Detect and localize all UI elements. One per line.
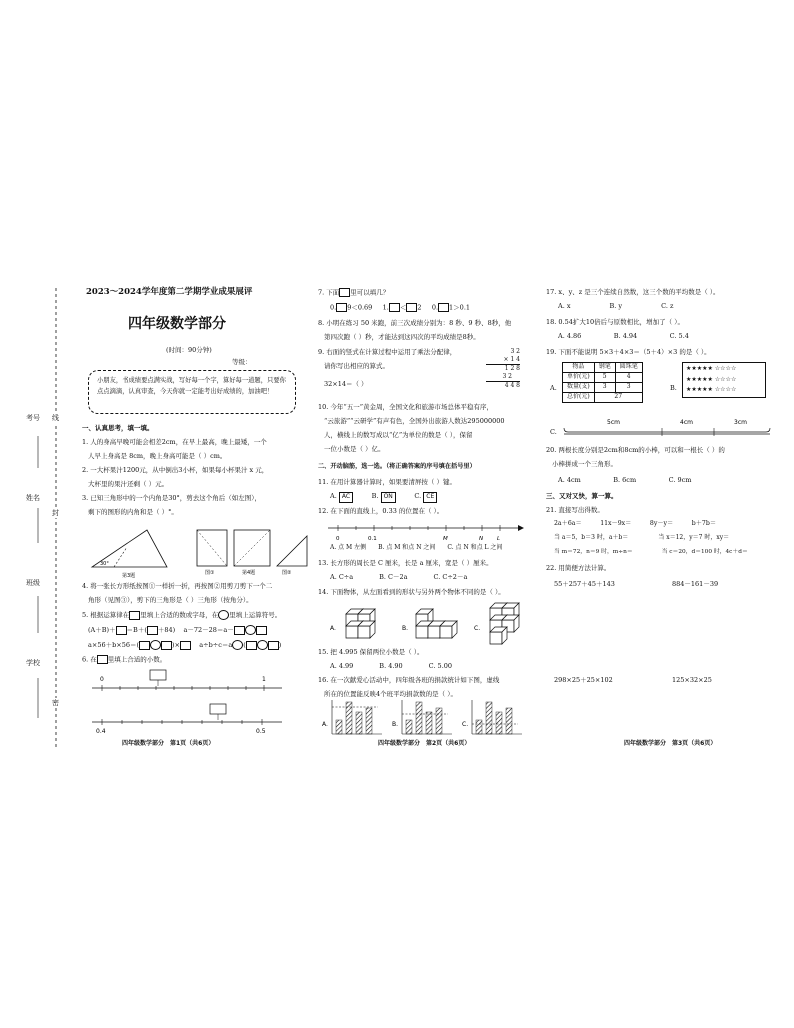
q16-b-bar-1: [406, 720, 412, 734]
name-label: 姓名: [26, 494, 40, 502]
q21-row2: 当 a＝5，b＝3 时，a＋b＝ 当 x＝12，y＝7 时，xy＝: [554, 534, 730, 541]
answer-box[interactable]: [129, 611, 140, 620]
q15-text: 15. 把 4.995 保留两位小数是（ ）。: [318, 648, 424, 656]
answer-box[interactable]: [389, 303, 400, 312]
q14-label-a: A.: [330, 625, 336, 632]
q18-text: 18. 0.54扩大10倍后与原数相比，增加了（ ）。: [546, 318, 684, 326]
q5-b2: ＝B＋(: [126, 626, 147, 634]
subject-title: 四年级数学部分: [128, 316, 226, 332]
q10-line3: 人，横线上的数写成以“亿”为单位的数是（ ），保留: [324, 431, 473, 439]
q6-a: 6. 在: [82, 655, 97, 664]
q19-label-c: C.: [550, 428, 557, 436]
key-ac-button: AC: [339, 492, 353, 503]
q3-angle-label: 30°: [100, 561, 109, 567]
q2-line1: 2. 一大杯果汁1200元，从中倒出3小杯，如果每小杯果汁 x 元，: [82, 466, 269, 474]
q6-label-1: 1: [262, 676, 266, 683]
tbl-header-pen: 钢笔: [594, 363, 615, 373]
notice-box: [88, 370, 296, 414]
q14-text: 14. 下面物体，从左面看到的形状与另外两个物体不同的是（ ）。: [318, 588, 505, 596]
q6-label-04: 0.4: [96, 728, 106, 735]
q5-intro: [82, 610, 281, 620]
q5-row2: a×56＋b×56＝( )× a÷b÷c＝a ( ): [88, 641, 282, 649]
q14-cube-figures: [318, 600, 538, 646]
calc-row-2: × 1 4: [486, 356, 520, 365]
q5-b3: ＋84): [157, 626, 176, 634]
q5-e: a÷b÷c＝a: [199, 641, 233, 649]
page-2-footer: 四年级数学部分 第2页（共6页）: [378, 740, 471, 747]
q4-fig1-label: 图①: [205, 570, 215, 576]
q16-chart-c: [472, 700, 522, 734]
section-1-title: 一、认真思考，填一填。: [82, 424, 154, 432]
q5-row1: [88, 625, 267, 635]
q12-point-m: M: [443, 536, 448, 542]
q16-c-bar-4: [506, 708, 512, 734]
q12-point-n: N: [479, 536, 484, 542]
q20-line1: 20. 两根长度分别是2cm和8cm的小棒，可以和一根长（ ）的: [546, 446, 725, 454]
q14-label-c: C.: [474, 625, 481, 632]
q7-e1: 0.: [431, 303, 439, 312]
q5-text-c: 里填上运算符号。: [229, 611, 282, 619]
answer-box[interactable]: [116, 626, 127, 635]
q3-line2: 剩下的图形的内角和是（ ）°。: [88, 508, 178, 516]
q10-line1: 10. 今年“五一”黄金周，全国文化和旅游市场总体平稳有序，: [318, 403, 494, 411]
q21-row1: 2a＋6a＝ 11x－9x＝ 8y－y＝ b＋7b＝: [554, 520, 717, 527]
q6-answer-box-2: [210, 704, 226, 714]
tbl-header-item: 物品: [563, 363, 595, 373]
q16-line2: 所在的位置能反映4个班平均捐款数的是（ ）。: [324, 690, 457, 698]
q16-c-bar-3: [496, 712, 502, 734]
answer-box[interactable]: [256, 626, 267, 635]
q22-expr-d: 125×32×25: [672, 676, 712, 684]
answer-circle[interactable]: [245, 625, 256, 635]
q10-line4: 一位小数是（ ）亿。: [324, 445, 385, 453]
q6-label-05: 0.5: [256, 728, 266, 735]
answer-circle[interactable]: [150, 640, 161, 650]
q18-options: A. 4.86 B. 4.94 C. 5.4: [558, 332, 689, 340]
q5-d2: )×: [172, 641, 180, 649]
section-2-title: 二、开动脑筋，选一选。（将正确答案的序号填在括号里）: [318, 463, 476, 470]
q11-text: 11. 在用计算器计算时，如果要清屏按（ ）键。: [318, 478, 456, 486]
q22-expr-a: 55＋257＋45＋143: [554, 580, 615, 588]
q14-label-b: B.: [402, 625, 409, 632]
q12-point-l: L: [497, 536, 501, 542]
q7-items: [330, 303, 470, 313]
q3-line1: 3. 已知三角形中的一个内角是30°，剪去这个角后（如左图），: [82, 494, 262, 502]
answer-box[interactable]: [234, 626, 245, 635]
key-ce-button: CE: [423, 492, 437, 503]
q8-line2: 第四次跑（ ）秒，才能达到这四次的平均成绩是8秒。: [324, 333, 480, 341]
answer-box[interactable]: [147, 626, 158, 635]
q19-label-b: B.: [670, 384, 677, 392]
tbl-header-ballpen: 圆珠笔: [615, 363, 642, 373]
q4-line2: 角形（见图③），剪下的三角形是（ ）三角形（按角分）。: [88, 596, 253, 604]
segment-label-4cm: 4cm: [680, 419, 693, 426]
segment-label-5cm: 5cm: [607, 419, 620, 426]
q7-c2: 9＜0.69: [347, 303, 373, 312]
exam-sheet: [18, 278, 778, 758]
page-1-footer: 四年级数学部分 第1页（共6页）: [122, 740, 215, 747]
q19-label-a: A.: [550, 384, 557, 392]
q19-segment-line: [562, 416, 772, 438]
q21-row3: 当 m＝72，n＝9 时，m÷n＝ 当 c＝20，d＝100 时，4c＋d＝: [554, 549, 748, 555]
q15-options: A. 4.99 B. 4.90 C. 5.00: [330, 662, 453, 670]
q7-a: 7. 下面: [318, 288, 340, 297]
q6-text: [82, 655, 166, 665]
q5-text-a: 5. 根据运算律在: [82, 611, 130, 619]
star-row: ★★★★★ ☆☆☆☆: [686, 375, 737, 383]
q4-fig-label: 第4题: [242, 570, 256, 576]
q16-chart-b: [402, 700, 452, 734]
exam-no-label: 考号: [26, 414, 40, 422]
answer-box[interactable]: [406, 303, 417, 312]
q22-expr-c: 298×25＋25×102: [554, 676, 613, 684]
q17-text: 17. x、y、z 是三个连续自然数，这三个数的平均数是（ ）。: [546, 288, 720, 296]
q20-line2: 小棒拼成一个三角形。: [552, 460, 617, 468]
key-on-button: ON: [381, 492, 396, 503]
q2-line2: 大杯里的果汁还剩（ ）元。: [88, 480, 169, 488]
q16-c-bar-1: [476, 720, 482, 734]
q10-line2: “云旅游”“云研学”有声有色，全国外出旅游人数达295000000: [324, 417, 505, 425]
q19-price-table: [562, 362, 643, 403]
q7-b: 里可以填几？: [350, 288, 390, 297]
grade-label: 等级：: [232, 358, 252, 366]
q14-a-cube-4: [358, 621, 375, 638]
q19-star-box: [682, 362, 766, 398]
tbl-row-total: 总价(元): [563, 393, 595, 403]
q21-title: 21. 直接写出得数。: [546, 506, 604, 514]
q1-line1: 1. 人的身高早晚可能会相差2cm，在早上最高，晚上最矮，一个: [82, 438, 267, 446]
q7-d2: ＜: [399, 303, 407, 312]
q5-b1: (A＋B)＋: [88, 626, 116, 634]
q11-opt-b: B.: [371, 492, 379, 500]
q20-options: A. 4cm B. 6cm C. 9cm: [558, 476, 692, 484]
answer-box[interactable]: [139, 641, 150, 650]
q16-a-bar-3: [356, 712, 362, 734]
q16-c-bar-2: [486, 702, 492, 734]
star-row: ★★★★★ ☆☆☆☆: [686, 365, 737, 372]
q12-label-01: 0.1: [368, 536, 377, 542]
q22-expr-b: 884－161－39: [672, 580, 719, 588]
q5-d: a×56＋b×56＝(: [88, 641, 140, 649]
q1-line2: 人早上身高是 8cm，晚上身高可能是（ ）cm。: [88, 452, 227, 460]
q7-e2: 1＞0.1: [449, 303, 471, 312]
star-row: ★★★★★ ☆☆☆☆: [686, 386, 737, 393]
answer-box[interactable]: [161, 641, 172, 650]
q14-c-cube-5: [490, 627, 507, 644]
tbl-cell: 4: [615, 373, 642, 383]
school-label: 学校: [26, 659, 40, 667]
answer-box[interactable]: [438, 303, 449, 312]
q16-bar-charts: [318, 698, 538, 738]
q12-options: A. 点 M 左侧 B. 点 M 和点 N 之间 C. 点 N 和点 L 之间: [330, 544, 503, 551]
q3-cut-line: [114, 547, 127, 567]
q6-answer-box-1: [150, 670, 166, 680]
q13-text: 13. 长方形的周长是 C 厘米，长是 a 厘米，宽是（ ）厘米。: [318, 559, 493, 567]
tbl-cell: 27: [594, 393, 642, 403]
answer-box[interactable]: [339, 288, 350, 297]
q7-d1: 1.: [382, 303, 389, 312]
answer-box[interactable]: [97, 655, 108, 664]
tbl-cell: 5: [594, 373, 615, 383]
q8-line1: 8. 小明在练习 50 米跑，前三次成绩分别为：8 秒、9 秒、8秒，他: [318, 319, 512, 327]
q4-fig1-rect: [197, 530, 227, 566]
page-3-footer: 四年级数学部分 第3页（共6页）: [624, 740, 717, 747]
answer-box[interactable]: [336, 303, 347, 312]
dense-mark: 密: [52, 699, 59, 707]
answer-box[interactable]: [180, 641, 191, 650]
q13-options: A. C÷a B. C－2a C. C÷2－a: [330, 573, 468, 581]
q7-c1: 0.: [330, 303, 337, 312]
exam-title: 2023～2024学年度第二学期学业成果展评: [86, 287, 253, 297]
q12-label-0: 0: [336, 536, 340, 542]
answer-circle[interactable]: [218, 610, 229, 620]
q12-text: 12. 在下面的直线上，0.33 的位置在（ ）。: [318, 507, 444, 515]
answer-circle[interactable]: [257, 640, 268, 650]
answer-circle[interactable]: [232, 640, 243, 650]
q16-label-b: B.: [392, 721, 399, 728]
calc-row-5: 4 4 8: [504, 382, 520, 390]
q11-options: [330, 492, 437, 503]
answer-box[interactable]: [246, 641, 257, 650]
calc-row-4: 3 2: [486, 373, 520, 382]
q22-title: 22. 用简便方法计算。: [546, 564, 611, 572]
figures-q3-q4: [82, 522, 310, 582]
q16-label-a: A.: [322, 721, 328, 728]
q16-a-bar-1: [336, 720, 342, 734]
binding-lines: [18, 278, 78, 758]
tbl-row-price: 单价(元): [563, 373, 595, 383]
q4-fig3-triangle: [277, 536, 307, 566]
q16-a-bar-4: [366, 708, 372, 734]
calc-row-3: 1 2 8: [504, 365, 520, 373]
q9-answer: 32×14＝（ ）: [324, 380, 368, 388]
tbl-row-qty: 数量(支): [563, 383, 595, 393]
q3-fig-label: 第3题: [122, 573, 136, 579]
q6-number-lines: [82, 666, 310, 736]
q5-c: a－72－28＝a－: [183, 626, 234, 634]
seal-mark: 封: [52, 509, 59, 517]
class-label: 班级: [26, 579, 40, 587]
line-mark: 线: [52, 414, 59, 422]
q4-line1: 4. 将一张长方形纸按图①一样折一折，再按图②用剪刀剪下一个二: [82, 582, 273, 590]
section-3-title: 三、又对又快，算一算。: [546, 492, 618, 500]
q11-opt-a: A.: [330, 492, 337, 500]
q5-text-b: 里填上合适的数或字母，在: [140, 611, 219, 619]
segment-label-3cm: 3cm: [734, 419, 747, 426]
q7-d3: 2: [417, 303, 422, 312]
q14-b-cube-4: [440, 621, 457, 638]
q9-line2: 请你写出相应的算式。: [324, 362, 389, 370]
q11-opt-c: C.: [414, 492, 422, 500]
q6-label-0: 0: [100, 676, 104, 683]
q16-b-bar-3: [426, 712, 432, 734]
q6-b: 里填上合适的小数。: [107, 655, 167, 664]
answer-box[interactable]: [268, 641, 279, 650]
q16-label-c: C.: [462, 721, 469, 728]
q16-line1: 16. 在一次献爱心活动中，四年级各班的捐款统计如下图，虚线: [318, 676, 500, 684]
time-note: (时间：90分钟): [166, 346, 212, 354]
q4-fig2-label: 图②: [282, 570, 292, 576]
tbl-cell: 3: [615, 383, 642, 393]
q19-text: 19. 下面不能说明 5×3＋4×3＝（5＋4）×3 的是（ ）。: [546, 348, 711, 356]
notice-text: 小朋友，书成绩要点满实战，写好每一个字，算好每一道题，只要你点点滴滴，认真审查，今天你就一定能考出好成绩的，加油吧！: [97, 377, 286, 395]
q9-vertical-calc: [486, 348, 520, 390]
tbl-cell: 3: [594, 383, 615, 393]
calc-row-1: 3 2: [510, 348, 520, 355]
q9-line1: 9. 右面的竖式在计算过程中运用了乘法分配律，: [318, 348, 457, 356]
q17-options: A. x B. y C. z: [558, 302, 674, 310]
q16-b-bar-2: [416, 702, 422, 734]
q7-text: [318, 288, 389, 298]
q12-number-line: [318, 518, 538, 542]
q16-chart-a: [332, 700, 382, 734]
q16-b-bar-4: [436, 708, 442, 734]
